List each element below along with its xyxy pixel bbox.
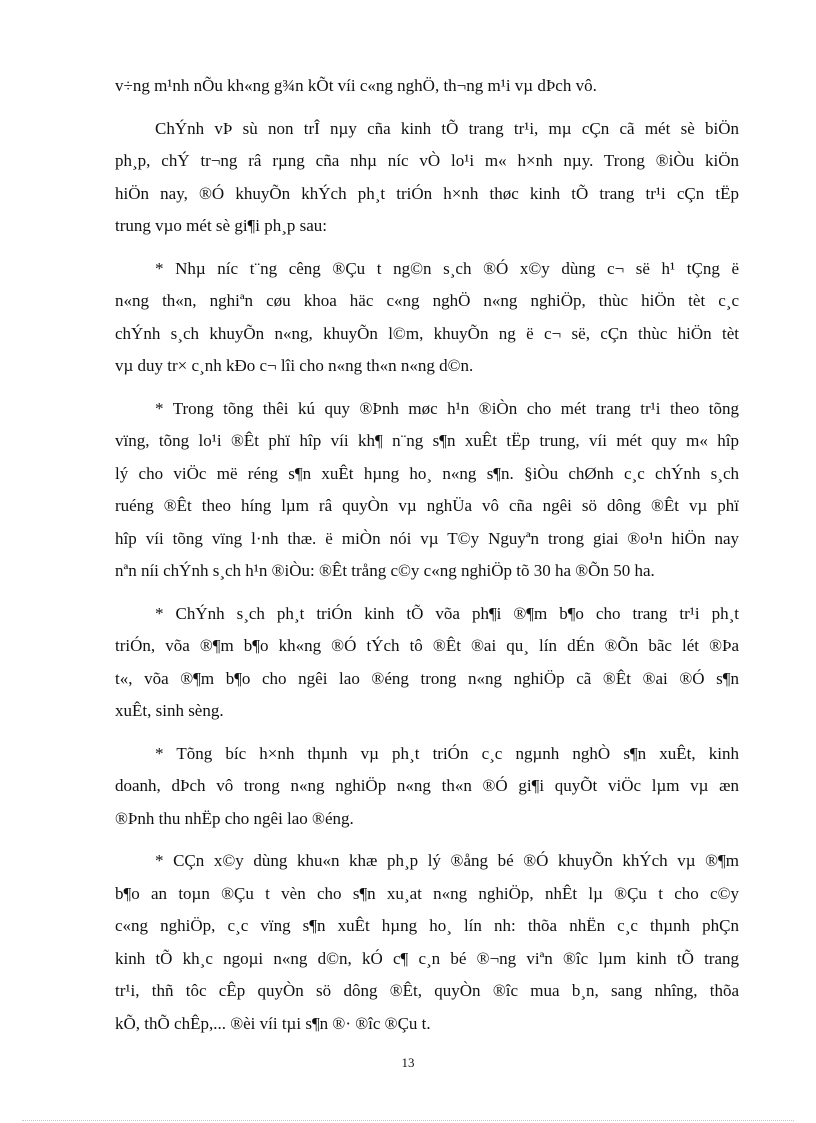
text-line: * CÇn x©y dùng khu«n khæ ph¸p lý ®ång bé ®Ó khuyÕn khÝch vµ ®¶m [155, 851, 739, 870]
text-line: n«ng th«n, nghiªn cøu khoa häc c«ng nghÖ n«ng nghiÖp, thùc hiÖn tèt c¸c [115, 291, 739, 310]
text-line: kÕ, thÕ chÊp,... ®èi víi tµi s¶n ®· ®îc ®Çu t. [115, 1013, 431, 1033]
text-line: tr¹i, thñ tôc cÊp quyÒn sö dông ®Êt, quyÒn ®îc mua b¸n, sang nhîng, thõa [115, 981, 739, 1000]
text-line: doanh, dÞch vô trong n«ng nghiÖp n«ng th«n ®Ó gi¶i quyÕt viÖc lµm vµ æn [115, 776, 739, 795]
text-line: hîp víi tõng vïng l·nh thæ. ë miÒn nói vµ T©y Nguyªn trong giai ®o¹n hiÖn nay [115, 528, 739, 548]
text-line: trung vµo mét sè gi¶i ph¸p sau: [115, 216, 328, 235]
text-line: * Tõng bíc h×nh thµnh vµ ph¸t triÓn c¸c ngµnh nghÒ s¶n xuÊt, kinh [155, 743, 739, 763]
body-text [115, 70, 739, 1050]
text-line: hiÖn nay, ®Ó khuyÕn khÝch ph¸t triÓn h×nh thøc kinh tÕ trang tr¹i cÇn tËp [115, 183, 739, 203]
text-line: vïng, tõng lo¹i ®Êt phï hîp víi kh¶ n¨ng s¶n xuÊt tËp trung, víi mét quy m« hîp [115, 431, 739, 450]
paragraph-solution-3 [115, 598, 739, 728]
text-line: ®Þnh thu nhËp cho ngêi lao ®éng. [115, 808, 354, 828]
text-line: triÓn, võa ®¶m b¶o kh«ng ®Ó tÝch tô ®Êt ®ai qu¸ lín dÉn ®Õn bãc lét ®Þa [115, 636, 739, 655]
paragraph-solution-5 [115, 845, 739, 1040]
text-line: * Trong tõng thêi kú quy ®Þnh møc h¹n ®iÒn cho mét trang tr¹i theo tõng [155, 398, 739, 418]
paragraph-intro [115, 113, 739, 243]
text-line: kinh tÕ kh¸c ngoµi n«ng d©n, kÓ c¶ c¸n bé ®¬ng viªn ®îc lµm kinh tÕ trang [115, 948, 739, 968]
text-line: * ChÝnh s¸ch ph¸t triÓn kinh tÕ võa ph¶i ®¶m b¶o cho trang tr¹i ph¸t [155, 603, 739, 623]
text-line: * Nhµ níc t¨ng cêng ®Çu t ng©n s¸ch ®Ó x©y dùng c¬ së h¹ tÇng ë [155, 258, 739, 278]
text-line: c«ng nghiÖp, c¸c vïng s¶n xuÊt hµng ho¸ lín nh: thõa nhËn c¸c thµnh phÇn [115, 916, 739, 935]
text-line: b¶o an toµn ®Çu t vèn cho s¶n xu¸at n«ng nghiÖp, nhÊt lµ ®Çu t cho c©y [115, 883, 739, 903]
paragraph-solution-4 [115, 738, 739, 836]
text-line: vµ duy tr× c¸nh kÐo c¬ lîi cho n«ng th«n n«ng d©n. [115, 356, 474, 375]
text-line: lý cho viÖc më réng s¶n xuÊt hµng ho¸ n«ng s¶n. §iÒu chØnh c¸c chÝnh s¸ch [115, 463, 739, 483]
text-line: ruéng ®Êt theo híng lµm râ quyÒn vµ nghÜa vô cña ngêi sö dông ®Êt vµ phï [115, 496, 739, 515]
text-line: v÷ng m¹nh nÕu kh«ng g¾n kÕt víi c«ng nghÖ, th¬ng m¹i vµ dÞch vô. [115, 76, 597, 95]
text-line: ph¸p, chÝ tr¬ng râ rµng cña nhµ níc vÒ lo¹i m« h×nh nµy. Trong ®iÒu kiÖn [115, 151, 739, 170]
text-line: xuÊt, sinh sèng. [115, 701, 224, 720]
paragraph-continuation [115, 70, 739, 103]
text-line: ChÝnh vÞ sù non trÎ nµy cña kinh tÕ trang tr¹i, mµ cÇn cã mét sè biÖn [155, 118, 739, 138]
text-line: nªn níi chÝnh s¸ch h¹n ®iÒu: ®Êt trång c©y c«ng nghiÖp tõ 30 ha ®Õn 50 ha. [115, 561, 655, 580]
page-number: 13 [401, 1055, 415, 1070]
text-line: chÝnh s¸ch khuyÕn n«ng, khuyÕn l©m, khuyÕn ng ë c¬ së, cÇn thùc hiÖn tèt [115, 323, 739, 343]
paragraph-solution-1 [115, 253, 739, 383]
paragraph-solution-2 [115, 393, 739, 588]
page-bottom-divider [22, 1120, 794, 1121]
text-line: t«, võa ®¶m b¶o cho ngêi lao ®éng trong n«ng nghiÖp cã ®Êt ®ai ®Ó s¶n [115, 668, 739, 688]
